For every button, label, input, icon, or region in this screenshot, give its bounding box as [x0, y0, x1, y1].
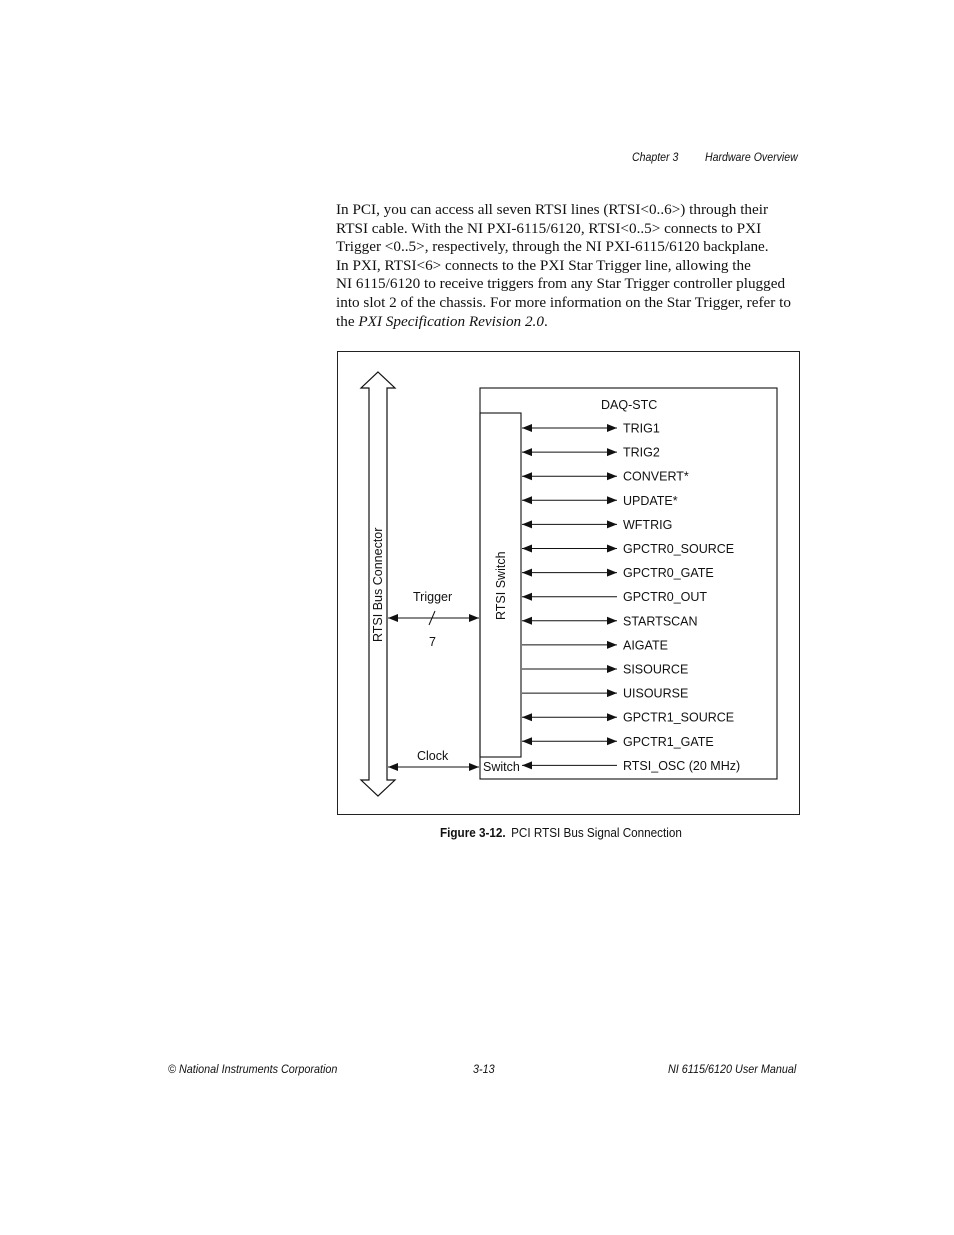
spec-reference: PXI Specification Revision 2.0 [358, 312, 544, 330]
body-line: Trigger <0..5>, respectively, through the NI PXI-6115/6120 backplane. [336, 238, 769, 256]
figure-title: PCI RTSI Bus Signal Connection [511, 825, 682, 840]
signal-label: GPCTR1_GATE [623, 734, 714, 749]
figure-frame [337, 351, 800, 815]
body-line: RTSI cable. With the NI PXI-6115/6120, RTSI<0..5> connects to PXI [336, 219, 762, 237]
body-line-last: the PXI Specification Revision 2.0. [336, 312, 548, 330]
footer-copyright: © National Instruments Corporation [168, 1062, 338, 1076]
body-line: In PCI, you can access all seven RTSI lines (RTSI<0..6>) through their [336, 201, 769, 218]
signal-lines [522, 422, 740, 773]
signal-label: UPDATE* [623, 493, 678, 508]
body-line: In PXI, RTSI<6> connects to the PXI Star Trigger line, allowing the [336, 256, 751, 274]
signal-label: SISOURCE [623, 662, 689, 677]
signal-label: AIGATE [623, 638, 668, 653]
signal-label: WFTRIG [623, 517, 673, 532]
signal-label: CONVERT* [623, 469, 689, 484]
signal-label: TRIG2 [623, 445, 660, 460]
body-paragraph [336, 201, 802, 331]
signal-label: GPCTR1_SOURCE [623, 710, 735, 725]
footer-manual-title: NI 6115/6120 User Manual [668, 1062, 797, 1076]
running-header-section: Hardware Overview [705, 150, 798, 164]
signal-label: STARTSCAN [623, 614, 698, 629]
daq-stc-label: DAQ-STC [601, 398, 658, 412]
rtsi-switch-label: RTSI Switch [494, 551, 508, 620]
signal-label: GPCTR0_SOURCE [623, 542, 735, 556]
rtsi-bus-connector-label: RTSI Bus Connector [371, 527, 385, 642]
footer-page-number: 3-13 [473, 1062, 495, 1076]
trigger-label: Trigger [413, 590, 453, 604]
rtsi-diagram [338, 352, 801, 816]
body-line: NI 6115/6120 to receive triggers from any Star Trigger controller plugged [336, 275, 786, 293]
signal-label: GPCTR0_GATE [623, 566, 714, 581]
figure-caption [440, 825, 682, 840]
signal-label: RTSI_OSC (20 MHz) [623, 758, 741, 773]
trigger-line-count: 7 [429, 635, 436, 649]
clock-label: Clock [417, 749, 449, 763]
signal-label: UISOURSE [623, 686, 689, 701]
signal-label: GPCTR0_OUT [623, 590, 708, 605]
running-header-chapter: Chapter 3 [632, 150, 679, 164]
body-line: into slot 2 of the chassis. For more information on the Star Trigger, refer to [336, 293, 791, 311]
figure-number: Figure 3-12. [440, 825, 506, 840]
switch-box-label: Switch [483, 760, 520, 774]
signal-label: TRIG1 [623, 421, 660, 436]
